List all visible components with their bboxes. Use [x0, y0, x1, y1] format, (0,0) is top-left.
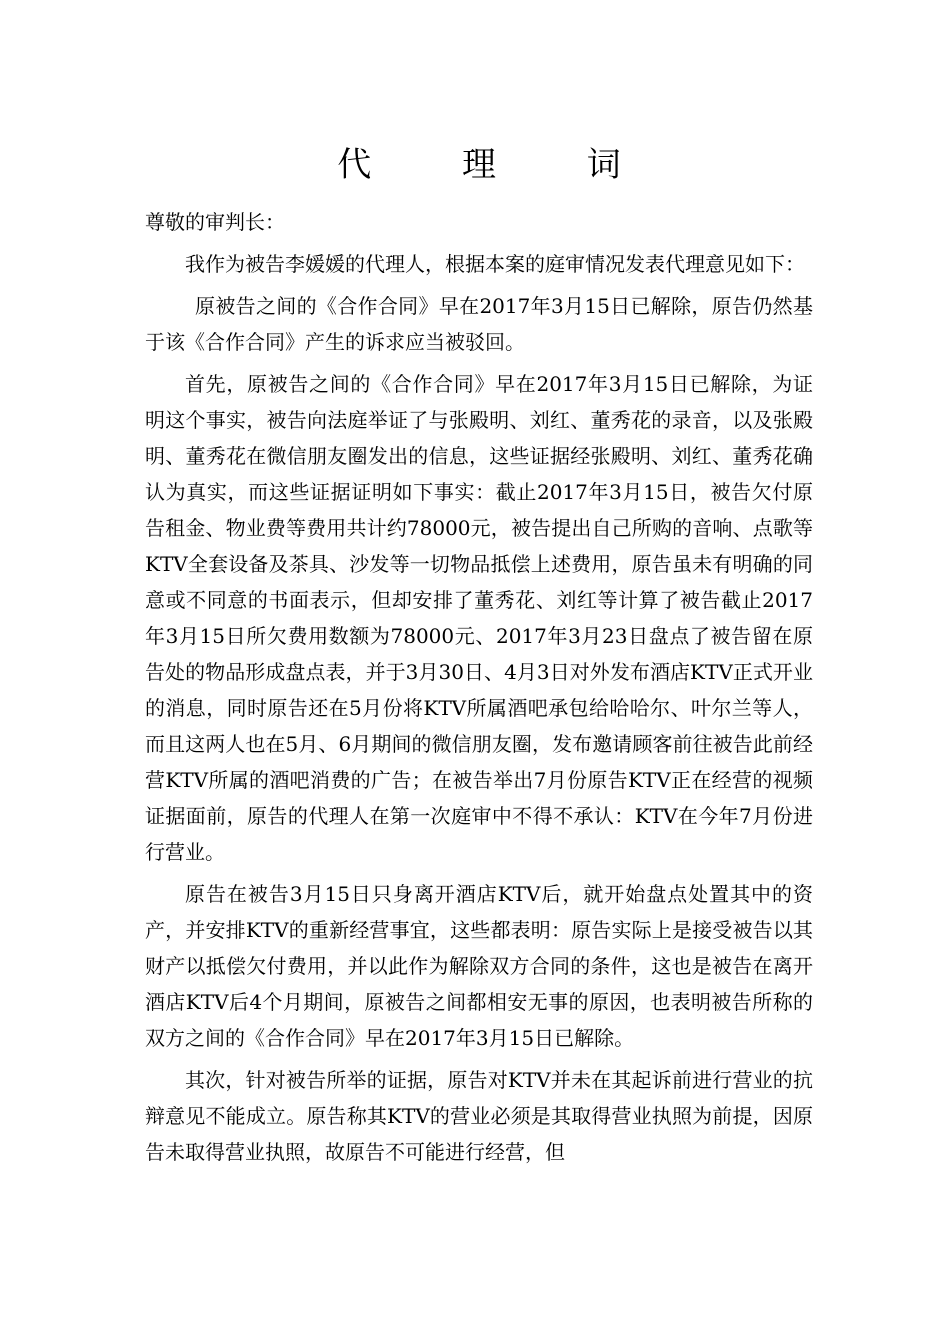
paragraph-first-argument: 首先，原被告之间的《合作合同》早在2017年3月15日已解除，为证明这个事实，被告向法庭举证了与张殿明、刘红、董秀花的录音，以及张殿明、董秀花在微信朋友圈发出的信息，这些证据经张殿明、刘红、董秀花确认为真实，而这些证据证明如下事实：截止2017年3月15日，被告欠付原告租金、物业费等费用共计约78000元，被告提出自己所购的音响、点歌等KTV全套设备及茶具、沙发等一切物品抵偿上述费用，原告虽未有明确的同意或不同意的书面表示，但却安排了董秀花、刘红等计算了被告截止2017年3月15日所欠费用数额为78000元、2017年3月23日盘点了被告留在原告处的物品形成盘点表，并于3月30日、4月3日对外发布酒店KTV正式开业的消息，同时原告还在5月份将KTV所属酒吧承包给哈哈尔、叶尔兰等人，而且这两人也在5月、6月期间的微信朋友圈，发布邀请顾客前往被告此前经营KTV所属的酒吧消费的广告；在被告举出7月份原告KTV正在经营的视频证据面前，原告的代理人在第一次庭审中不得不承认：KTV在今年7月份进行营业。: [145, 372, 813, 864]
paragraph-intro: 我作为被告李媛媛的代理人，根据本案的庭审情况发表代理意见如下：: [185, 252, 805, 276]
paragraph-second-argument: 原告在被告3月15日只身离开酒店KTV后，就开始盘点处置其中的资产，并安排KTV的重新经营事宜，这些都表明：原告实际上是接受被告以其财产以抵偿欠付费用，并以此作为解除双方合同的条件，这也是被告在离开酒店KTV后4个月期间，原被告之间都相安无事的原因，也表明被告所称的双方之间的《合作合同》早在2017年3月15日已解除。: [145, 882, 813, 1050]
paragraph-third-argument: 其次，针对被告所举的证据，原告对KTV并未在其起诉前进行营业的抗辩意见不能成立。原告称其KTV的营业必须是其取得营业执照为前提，因原告未取得营业执照，故原告不可能进行经营，但: [145, 1068, 813, 1164]
document-body: [145, 140, 813, 1170]
salutation: 尊敬的审判长：: [145, 210, 285, 234]
paragraph-thesis: 原被告之间的《合作合同》早在2017年3月15日已解除，原告仍然基于该《合作合同》产生的诉求应当被驳回。: [145, 294, 813, 354]
document-title: 代 理 词: [337, 145, 661, 185]
